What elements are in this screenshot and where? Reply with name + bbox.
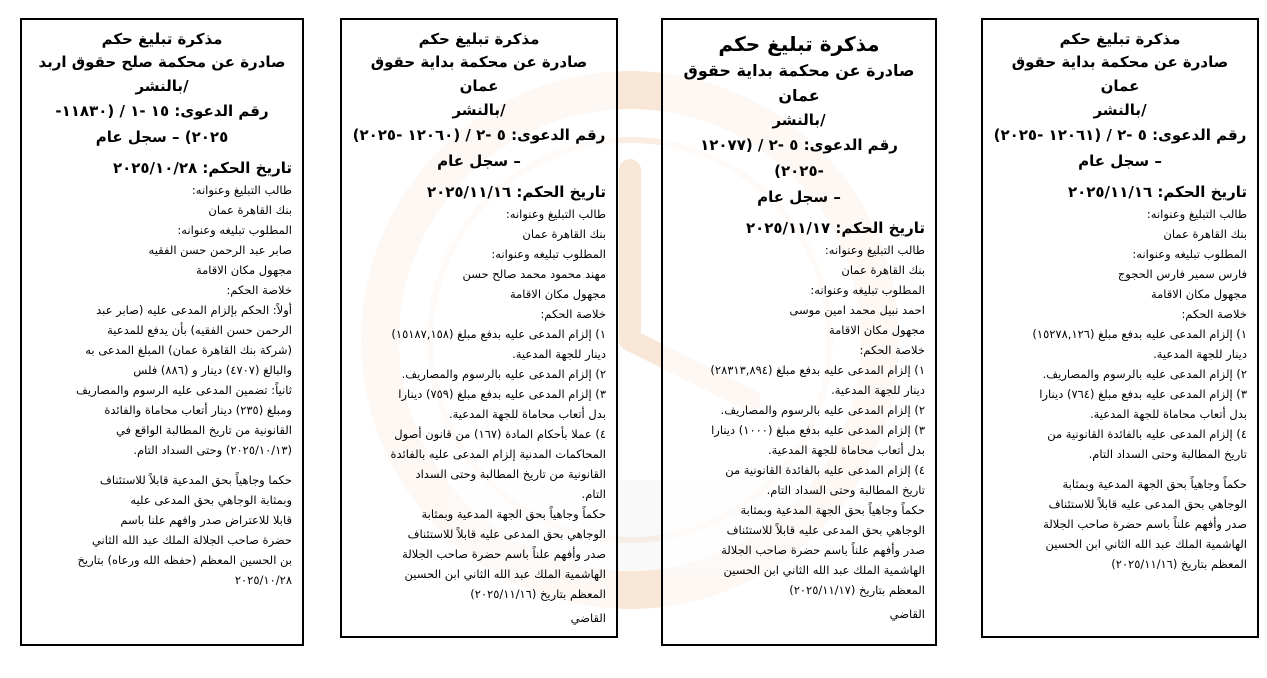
judgment-notice-4 xyxy=(20,18,304,646)
body-line: ٢) إلزام المدعى عليه بالرسوم والمصاريف. xyxy=(1042,367,1247,381)
closing-line: الوجاهي بحق المدعى عليه قابلاً للاستئناف xyxy=(726,523,925,537)
body-line: خلاصة الحكم: xyxy=(1181,307,1247,321)
ruling-date: تاريخ الحكم: ٢٠٢٥/١١/١٧ xyxy=(745,219,925,237)
closing-line: بن الحسين المعظم (حفظه الله ورعاه) بتاريخ xyxy=(77,553,292,567)
body-line: خلاصة الحكم: xyxy=(540,307,606,321)
body-line: (٢٠٢٥/١٠/١٣) وحتى السداد التام. xyxy=(133,443,292,457)
body-line: فارس سمير فارس الحجوج xyxy=(1117,267,1247,281)
body-line: دينار للجهة المدعية. xyxy=(831,383,925,397)
body-line: ٢) إلزام المدعى عليه بالرسوم والمصاريف. xyxy=(401,367,606,381)
body-line: ٢) إلزام المدعى عليه بالرسوم والمصاريف. xyxy=(720,403,925,417)
body-line: بنك القاهرة عمان xyxy=(522,227,606,241)
closing-line: الهاشمية الملك عبد الله الثاني ابن الحسين xyxy=(723,563,925,577)
body-line: تاريخ المطالبة وحتى السداد التام. xyxy=(1088,447,1247,461)
notice-title: مذكرة تبليغ حكم xyxy=(418,30,540,48)
closing-line: المعظم بتاريخ (٢٠٢٥/١١/١٧) xyxy=(789,583,925,597)
closing-line: الوجاهي بحق المدعى عليه قابلاً للاستئناف xyxy=(407,527,606,541)
body-line: ٤) عملا بأحكام المادة (١٦٧) من قانون أصول xyxy=(394,427,606,441)
closing-line: المعظم بتاريخ (٢٠٢٥/١١/١٦) xyxy=(1111,557,1247,571)
body-line: ٣) إلزام المدعى عليه بدفع مبلغ (٧٥٩) دينارا xyxy=(398,387,606,401)
body-line: ٤) إلزام المدعى عليه بالفائدة القانونية من xyxy=(1047,427,1247,441)
judgment-notice-2 xyxy=(661,18,937,646)
case-number: رقم الدعوى: ١٥ -١ / (١١٨٣٠- xyxy=(55,102,269,120)
publication-method: /بالنشر xyxy=(1093,101,1147,119)
closing-line: صدر وأفهم علناً باسم حضرة صاحب الجلالة xyxy=(402,547,606,561)
body-line: ٣) إلزام المدعى عليه بدفع مبلغ (١٠٠٠) دينارا xyxy=(711,423,925,437)
registry: – سجل عام xyxy=(757,188,841,206)
closing-line: حضرة صاحب الجلالة الملك عبد الله الثاني xyxy=(91,533,292,547)
body-line: طالب التبليغ وعنوانه: xyxy=(1146,207,1247,221)
body-line: بنك القاهرة عمان xyxy=(841,263,925,277)
body-line: خلاصة الحكم: xyxy=(859,343,925,357)
body-line: ١) إلزام المدعى عليه بدفع مبلغ (١٥١٨٧,١٥٨) xyxy=(391,327,606,341)
issuing-court: صادرة عن محكمة بداية حقوق عمان xyxy=(1011,53,1229,95)
issuing-court: صادرة عن محكمة بداية حقوق عمان xyxy=(370,53,588,95)
body-line: دينار للجهة المدعية. xyxy=(512,347,606,361)
publication-method: /بالنشر xyxy=(135,77,189,95)
body-line: بنك القاهرة عمان xyxy=(208,203,292,217)
body-line: طالب التبليغ وعنوانه: xyxy=(505,207,606,221)
body-line: (شركة بنك القاهرة عمان) المبلغ المدعى به xyxy=(85,343,292,357)
body-line: بنك القاهرة عمان xyxy=(1163,227,1247,241)
body-line: احمد نبيل محمد امين موسى xyxy=(789,303,925,317)
body-line: بدل أتعاب محاماة للجهة المدعية. xyxy=(767,443,925,457)
closing-line: وبمثابة الوجاهي بحق المدعى عليه xyxy=(130,493,292,507)
judgment-notice-3 xyxy=(340,18,618,638)
closing-line: حكماً وجاهياً بحق الجهة المدعية وبمثابة xyxy=(1062,477,1247,491)
body-line: ٤) إلزام المدعى عليه بالفائدة القانونية من xyxy=(725,463,925,477)
closing-line: المعظم بتاريخ (٢٠٢٥/١١/١٦) xyxy=(470,587,606,601)
body-line: مجهول مكان الاقامة xyxy=(1150,287,1247,301)
ruling-date: تاريخ الحكم: ٢٠٢٥/١١/١٦ xyxy=(426,183,606,201)
closing-line: صدر وأفهم علناً باسم حضرة صاحب الجلالة xyxy=(1043,517,1247,531)
body-line: مهند محمود محمد صالح حسن xyxy=(462,267,606,281)
body-line: طالب التبليغ وعنوانه: xyxy=(191,183,292,197)
body-line: المطلوب تبليغه وعنوانه: xyxy=(810,283,925,297)
registry: ٢٠٢٥) – سجل عام xyxy=(95,128,229,146)
notice-title: مذكرة تبليغ حكم xyxy=(101,30,223,48)
registry: – سجل عام xyxy=(437,152,521,170)
body-line: خلاصة الحكم: xyxy=(226,283,292,297)
notice-title: مذكرة تبليغ حكم xyxy=(1059,30,1181,48)
body-line: المطلوب تبليغه وعنوانه: xyxy=(1132,247,1247,261)
body-line: بدل أتعاب محاماة للجهة المدعية. xyxy=(448,407,606,421)
publication-method: /بالنشر xyxy=(452,101,506,119)
closing-line: صدر وأفهم علناً باسم حضرة صاحب الجلالة xyxy=(721,543,925,557)
body-line: ثانياً: تضمين المدعى عليه الرسوم والمصاريف xyxy=(76,383,292,397)
body-line: بدل أتعاب محاماة للجهة المدعية. xyxy=(1089,407,1247,421)
notice-title: مذكرة تبليغ حكم xyxy=(718,32,880,56)
body-line: تاريخ المطالبة وحتى السداد التام. xyxy=(766,483,925,497)
body-line: ١) إلزام المدعى عليه بدفع مبلغ (٢٨٣١٣,٨٩٤) xyxy=(710,363,925,377)
body-line: التام. xyxy=(581,487,606,501)
closing-line: الهاشمية الملك عبد الله الثاني ابن الحسين xyxy=(1045,537,1247,551)
closing-line: الهاشمية الملك عبد الله الثاني ابن الحسين xyxy=(404,567,606,581)
judgment-notice-1 xyxy=(981,18,1259,638)
body-line: مجهول مكان الاقامة xyxy=(509,287,606,301)
body-line: الرحمن حسن الفقيه) بأن يدفع للمدعية xyxy=(107,323,292,337)
case-number: رقم الدعوى: ٥ -٢ / (١٢٠٦١ -٢٠٢٥) xyxy=(993,126,1247,144)
issuing-court: صادرة عن محكمة بداية حقوق عمان xyxy=(683,61,915,105)
body-line: المطلوب تبليغه وعنوانه: xyxy=(177,223,292,237)
registry: – سجل عام xyxy=(1078,152,1162,170)
body-line: ٣) إلزام المدعى عليه بدفع مبلغ (٧٦٤) دينارا xyxy=(1039,387,1247,401)
closing-line: حكماً وجاهياً بحق الجهة المدعية وبمثابة xyxy=(740,503,925,517)
ruling-date: تاريخ الحكم: ٢٠٢٥/١٠/٢٨ xyxy=(112,159,292,177)
body-line: المحاكمات المدنية إلزام المدعى عليه بالفائدة xyxy=(390,447,606,461)
publication-method: /بالنشر xyxy=(772,111,826,129)
judge-signature-label: القاضي xyxy=(570,611,606,625)
issuing-court: صادرة عن محكمة صلح حقوق اربد xyxy=(38,53,286,71)
body-line: مجهول مكان الاقامة xyxy=(828,323,925,337)
body-line: القانونية من تاريخ المطالبة وحتى السداد xyxy=(415,467,606,481)
body-line: ١) إلزام المدعى عليه بدفع مبلغ (١٥٢٧٨,١٢٦) xyxy=(1032,327,1247,341)
body-line: القانونية من تاريخ المطالبة الواقع في xyxy=(115,423,292,437)
body-line: دينار للجهة المدعية. xyxy=(1153,347,1247,361)
body-line: طالب التبليغ وعنوانه: xyxy=(824,243,925,257)
case-number: رقم الدعوى: ٥ -٢ / (١٢٠٦٠ -٢٠٢٥) xyxy=(352,126,606,144)
body-line: مجهول مكان الاقامة xyxy=(195,263,292,277)
closing-line: الوجاهي بحق المدعى عليه قابلاً للاستئناف xyxy=(1048,497,1247,511)
closing-line: ٢٠٢٥/١٠/٢٨ xyxy=(234,573,292,587)
ruling-date: تاريخ الحكم: ٢٠٢٥/١١/١٦ xyxy=(1067,183,1247,201)
judge-signature-label: القاضي xyxy=(889,607,925,621)
closing-line: قابلا للاعتراض صدر وافهم علنا باسم xyxy=(120,513,292,527)
body-line: صابر عبد الرحمن حسن الفقيه xyxy=(148,243,292,257)
closing-line: حكماً وجاهياً بحق الجهة المدعية وبمثابة xyxy=(421,507,606,521)
body-line: ومبلغ (٢٣٥) دينار أتعاب محاماة والفائدة xyxy=(104,403,292,417)
body-line: والبالغ (٤٧٠٧) دينار و (٨٨٦) فلس xyxy=(133,363,292,377)
body-line: أولاً: الحكم بإلزام المدعى عليه (صابر عبد xyxy=(96,303,292,317)
case-number: رقم الدعوى: ٥ -٢ / (١٢٠٧٧ -٢٠٢٥) xyxy=(700,136,898,180)
body-line: المطلوب تبليغه وعنوانه: xyxy=(491,247,606,261)
closing-line: حكما وجاهياً بحق المدعية قابلاً للاستئناف xyxy=(99,473,292,487)
